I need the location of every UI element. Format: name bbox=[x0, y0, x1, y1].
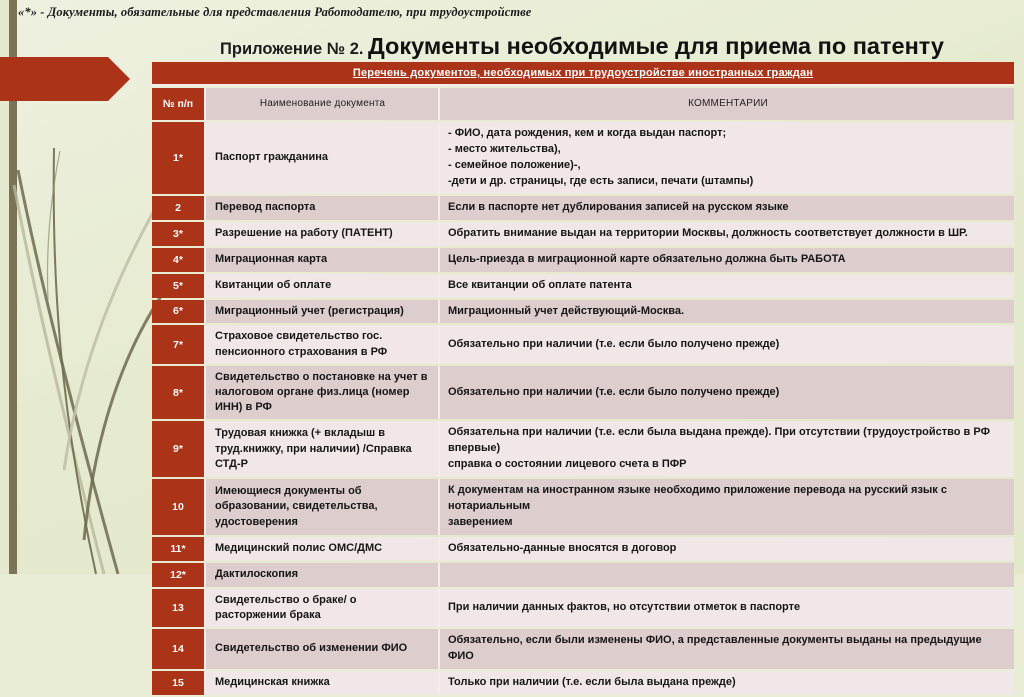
row-number-cell: 5* bbox=[152, 274, 206, 298]
table-banner bbox=[152, 62, 1014, 86]
comment-cell bbox=[440, 196, 1014, 220]
row-number-cell: 8* bbox=[152, 366, 206, 420]
row-number-cell: 2 bbox=[152, 196, 206, 220]
document-name-cell: Миграционная карта bbox=[206, 248, 440, 272]
row-number-cell: 14 bbox=[152, 629, 206, 669]
comment-line: Обязательно при наличии (т.е. если было получено прежде) bbox=[448, 385, 780, 398]
comment-line: Обязательно при наличии (т.е. если было получено прежде) bbox=[448, 337, 780, 350]
comment-line: Обратить внимание выдан на территории Москвы, должность соответствует должности в ШР. bbox=[448, 226, 968, 239]
comment-cell bbox=[440, 629, 1014, 669]
comment-cell bbox=[440, 248, 1014, 272]
comment-line: Только при наличии (т.е. если была выдана прежде) bbox=[448, 676, 736, 689]
document-name-cell: Свидетельство о браке/ о расторжении брака bbox=[206, 589, 440, 627]
document-name-cell: Дактилоскопия bbox=[206, 563, 440, 587]
row-number-cell: 4* bbox=[152, 248, 206, 272]
comment-cell bbox=[440, 300, 1014, 324]
row-number-cell: 1* bbox=[152, 122, 206, 194]
comment-line: справка о состоянии лицевого счета в ПФР bbox=[448, 458, 687, 471]
table-body bbox=[152, 88, 1014, 695]
comment-cell bbox=[440, 274, 1014, 298]
comment-line: Все квитанции об оплате патента bbox=[448, 278, 632, 291]
document-name-cell: Квитанции об оплате bbox=[206, 274, 440, 298]
table-banner-text: Перечень документов, необходимых при трудоустройстве иностранных граждан bbox=[352, 67, 814, 79]
table-row bbox=[152, 274, 1014, 298]
row-number-cell: 11* bbox=[152, 537, 206, 561]
document-name-cell: Миграционный учет (регистрация) bbox=[206, 300, 440, 324]
comment-cell bbox=[440, 671, 1014, 695]
document-name-cell: Трудовая книжка (+ вкладыш в труд.книжку, при наличии) /Справка СТД-Р bbox=[206, 421, 440, 477]
comment-cell bbox=[440, 537, 1014, 561]
table-row bbox=[152, 421, 1014, 477]
table-row bbox=[152, 325, 1014, 363]
row-number-cell: 10 bbox=[152, 479, 206, 535]
comment-cell bbox=[440, 122, 1014, 194]
comment-line: - место жительства), bbox=[448, 142, 561, 155]
table-row bbox=[152, 563, 1014, 587]
top-note: «*» - Документы, обязательные для представления Работодателю, при трудоустройстве bbox=[18, 5, 532, 19]
row-number-cell: 7* bbox=[152, 325, 206, 363]
table-row bbox=[152, 479, 1014, 535]
row-number-cell: 3* bbox=[152, 222, 206, 246]
column-header-number: № п/п bbox=[152, 88, 206, 120]
table-row bbox=[152, 222, 1014, 246]
comment-cell bbox=[440, 589, 1014, 627]
row-number-cell: 6* bbox=[152, 300, 206, 324]
documents-table bbox=[152, 62, 1014, 697]
column-header-comments: КОММЕНТАРИИ bbox=[440, 88, 1014, 120]
table-row bbox=[152, 196, 1014, 220]
comment-cell bbox=[440, 479, 1014, 535]
comment-line: Обязательно-данные вносятся в договор bbox=[448, 541, 677, 554]
comment-line: заверением bbox=[448, 515, 513, 528]
table-header-row bbox=[152, 88, 1014, 120]
comment-line: Обязательно, если были изменены ФИО, а представленные документы выданы на предыдущие ФИО bbox=[448, 634, 982, 663]
document-name-cell: Паспорт гражданина bbox=[206, 122, 440, 194]
comment-cell bbox=[440, 325, 1014, 363]
document-name-cell: Перевод паспорта bbox=[206, 196, 440, 220]
table-row bbox=[152, 589, 1014, 627]
document-name-cell: Свидетельство о постановке на учет в налоговом органе физ.лица (номер ИНН) в РФ bbox=[206, 366, 440, 420]
row-number-cell: 9* bbox=[152, 421, 206, 477]
table-row bbox=[152, 248, 1014, 272]
comment-line: - семейное положение)-, bbox=[448, 158, 581, 171]
comment-line: Цель-приезда в миграционной карте обязательно должна быть РАБОТА bbox=[448, 252, 846, 265]
comment-line: Миграционный учет действующий-Москва. bbox=[448, 304, 684, 317]
comment-line: Если в паспорте нет дублирования записей на русском языке bbox=[448, 200, 789, 213]
document-name-cell: Имеющиеся документы об образовании, свидетельства, удостоверения bbox=[206, 479, 440, 535]
row-number-cell: 13 bbox=[152, 589, 206, 627]
comment-line: - ФИО, дата рождения, кем и когда выдан паспорт; bbox=[448, 127, 727, 139]
column-header-name: Наименование документа bbox=[206, 88, 440, 120]
row-number-cell: 12* bbox=[152, 563, 206, 587]
comment-cell bbox=[440, 421, 1014, 477]
comment-line: К документам на иностранном языке необходимо приложение перевода на русский язык с нотариальным bbox=[448, 484, 947, 513]
table-row bbox=[152, 122, 1014, 194]
document-name-cell: Разрешение на работу (ПАТЕНТ) bbox=[206, 222, 440, 246]
comment-line: При наличии данных фактов, но отсутствии отметок в паспорте bbox=[448, 601, 801, 613]
table-row bbox=[152, 366, 1014, 420]
table-row bbox=[152, 629, 1014, 669]
decorative-red-arrow bbox=[0, 57, 130, 101]
comment-cell bbox=[440, 366, 1014, 420]
table-row bbox=[152, 537, 1014, 561]
comment-cell bbox=[440, 563, 1014, 587]
documents-grid bbox=[152, 86, 1014, 697]
page-title bbox=[150, 33, 1014, 60]
comment-cell bbox=[440, 222, 1014, 246]
document-name-cell: Страховое свидетельство гос. пенсионного страхования в РФ bbox=[206, 325, 440, 363]
comment-line: Обязательна при наличии (т.е. если была выдана прежде). При отсутствии (трудоустройство в РФ впервые) bbox=[448, 426, 990, 455]
document-name-cell: Медицинская книжка bbox=[206, 671, 440, 695]
comment-line: -дети и др. страницы, где есть записи, печати (штампы) bbox=[448, 174, 754, 187]
title-main: Документы необходимые для приема по патенту bbox=[367, 33, 944, 59]
row-number-cell: 15 bbox=[152, 671, 206, 695]
title-prefix: Приложение № 2. bbox=[220, 40, 364, 58]
comment-line bbox=[448, 567, 1008, 583]
table-row bbox=[152, 671, 1014, 695]
table-row bbox=[152, 300, 1014, 324]
document-name-cell: Медицинский полис ОМС/ДМС bbox=[206, 537, 440, 561]
document-name-cell: Свидетельство об изменении ФИО bbox=[206, 629, 440, 669]
